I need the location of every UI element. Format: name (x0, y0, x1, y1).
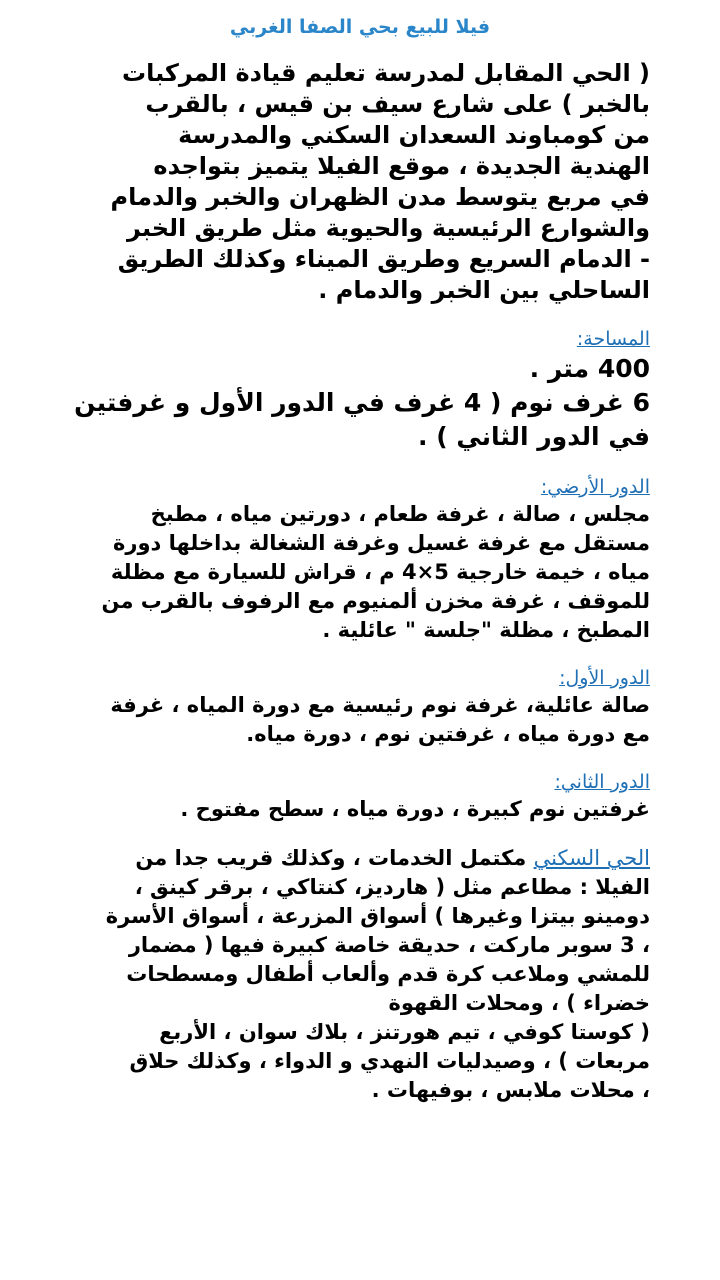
district-paragraph (70, 844, 650, 1105)
ground-floor-heading: الدور الأرضي: (540, 476, 650, 498)
district-text: مكتمل الخدمات ، وكذلك قريب جدا من الفيلا : مطاعم مثل ( هارديز، كنتاكي ، برقر كينق ، دومينو بيتزا وغيرها ) أسواق المزرعة ، أسواق الأسرة ، 3 سوبر ماركت ، حديقة خاصة كبيرة فيها ( مضمار للمشي وملاعب كرة قدم وألعاب أطفال ومسطحات خضراء ) ، ومحلات القهوة ( كوستا كوفي ، تيم هورتنز ، بلاك سوان ، الأربع مربعات ) ، وصيدليات النهدي و الدواء ، وكذلك حلاق ، محلات ملابس ، بوفيهات . (105, 846, 650, 1102)
area-heading: المساحة: (576, 328, 650, 350)
area-section (70, 326, 650, 454)
second-floor-section (70, 769, 650, 824)
ground-floor-section (70, 474, 650, 645)
district-section (70, 844, 650, 1105)
first-floor-section (70, 665, 650, 749)
first-floor-text: صالة عائلية، غرفة نوم رئيسية مع دورة المياه ، غرفة مع دورة مياه ، غرفتين نوم ، دورة مياه. (110, 693, 650, 746)
second-floor-text: غرفتين نوم كبيرة ، دورة مياه ، سطح مفتوح . (180, 797, 650, 821)
rooms-text: 6 غرف نوم ( 4 غرف في الدور الأول و غرفتين في الدور الثاني ) . (74, 388, 650, 451)
page-title: فيلا للبيع بحي الصفا الغربي (229, 16, 491, 38)
first-floor-heading: الدور الأول: (559, 667, 650, 689)
ground-floor-text: مجلس ، صالة ، غرفة طعام ، دورتين مياه ، مطبخ مستقل مع غرفة غسيل وغرفة الشغالة بداخلها دورة مياه ، خيمة خارجية 5×4 م ، قراش للسيارة مع مظلة للموقف ، غرفة مخزن ألمنيوم مع الرفوف بالقرب من المطبخ ، مظلة "جلسة " عائلية . (101, 502, 650, 642)
intro-paragraph: ( الحي المقابل لمدرسة تعليم قيادة المركبات بالخبر ) على شارع سيف بن قيس ، بالقرب من كومباوند السعدان السكني والمدرسة الهندية الجديدة ، موقع الفيلا يتميز بتواجده في مربع يتوسط مدن الظهران والخبر والدمام والشوارع الرئيسية والحيوية مثل طريق الخبر - الدمام السريع وطريق الميناء وكذلك الطريق الساحلي بين الخبر والدمام . (110, 59, 650, 304)
second-floor-heading: الدور الثاني: (554, 771, 650, 793)
area-value: 400 متر . (529, 354, 650, 383)
district-heading: الحي السكني (533, 846, 650, 870)
